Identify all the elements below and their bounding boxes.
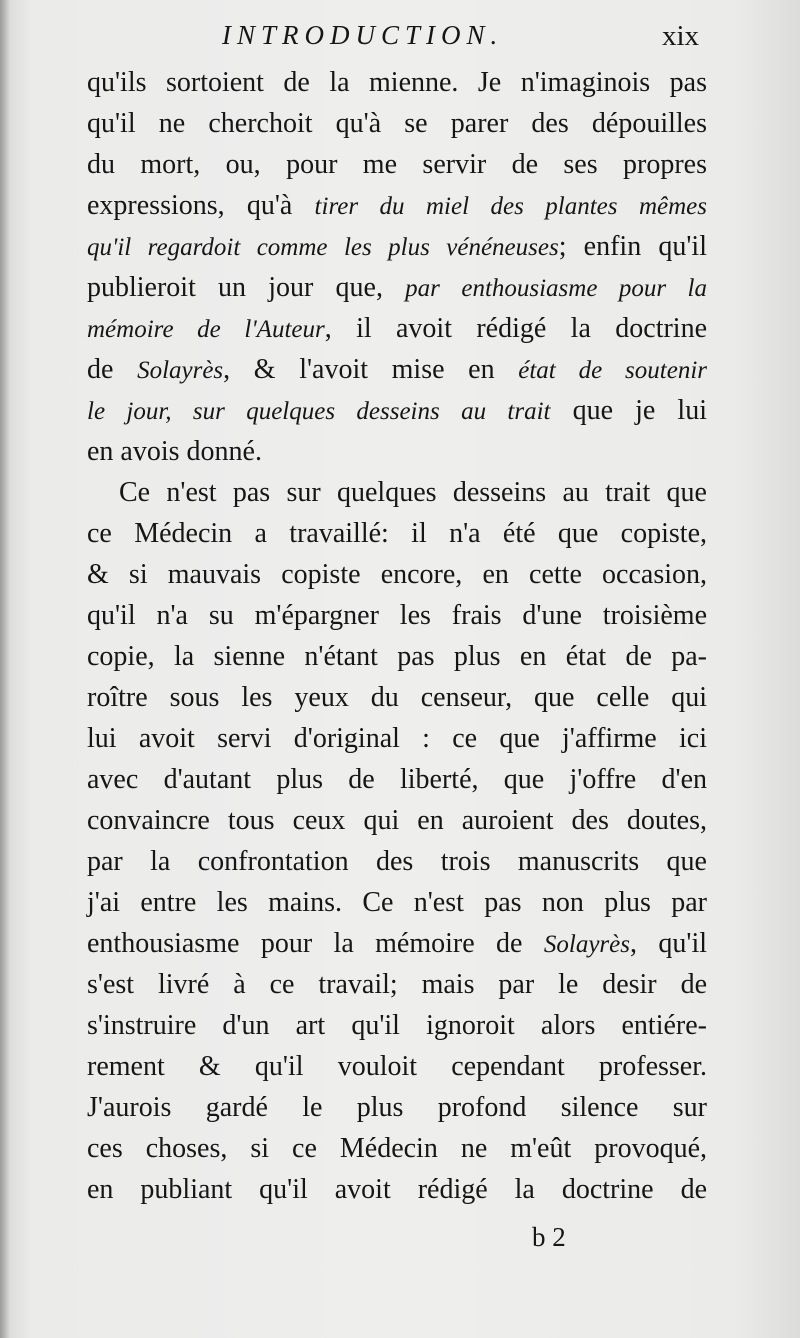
text-line <box>87 349 707 390</box>
text-run: rement & qu'il vouloit cependant professer. <box>87 1051 707 1082</box>
text-line <box>87 1169 707 1210</box>
text-line <box>87 267 707 308</box>
text-line <box>87 185 707 226</box>
text-line <box>87 226 707 267</box>
text-line <box>87 1087 707 1128</box>
text-line <box>87 841 707 882</box>
text-run: enthousiasme pour la mémoire de <box>87 928 544 959</box>
text-run: , qu'il <box>630 928 708 959</box>
text-run: j'ai entre les mains. Ce n'est pas non plus par <box>87 887 707 918</box>
text-line <box>87 472 707 513</box>
text-line <box>87 718 707 759</box>
text-run: de <box>87 354 138 385</box>
text-run: ces choses, si ce Médecin ne m'eût provoqué, <box>87 1133 707 1164</box>
text-line <box>87 62 707 103</box>
text-run: convaincre tous ceux qui en auroient des doutes, <box>87 805 707 836</box>
text-line <box>87 595 707 636</box>
text-line <box>87 800 707 841</box>
text-run: roître sous les yeux du censeur, que celle qui <box>87 682 707 713</box>
italic-text: tirer du miel des plantes mêmes <box>314 193 707 220</box>
body-text <box>87 62 707 1210</box>
text-line <box>87 513 707 554</box>
italic-text: état de soutenir <box>518 357 708 384</box>
italic-text: par enthousiasme pour la <box>405 275 707 302</box>
text-line <box>87 964 707 1005</box>
page-header <box>0 20 800 56</box>
text-run: expressions, qu'à <box>87 190 315 221</box>
italic-text: qu'il regardoit comme les plus vénéneuses <box>87 234 559 261</box>
text-run: en publiant qu'il avoit rédigé la doctrine de <box>87 1174 707 1205</box>
text-line <box>87 1005 707 1046</box>
text-run: ce Médecin a travaillé: il n'a été que copiste, <box>87 518 707 549</box>
signature-mark: b 2 <box>532 1222 566 1252</box>
text-run: Ce n'est pas sur quelques desseins au trait que <box>119 477 707 508</box>
text-line <box>87 1128 707 1169</box>
paragraph <box>87 62 707 472</box>
text-line <box>87 144 707 185</box>
text-line <box>87 431 707 472</box>
text-run: copie, la sienne n'étant pas plus en état de pa- <box>87 641 707 672</box>
text-run: qu'il ne cherchoit qu'à se parer des dépouilles <box>87 108 707 139</box>
text-line <box>87 923 707 964</box>
italic-text: le jour, sur quelques desseins au trait <box>87 398 551 425</box>
text-line <box>87 390 707 431</box>
text-run: lui avoit servi d'original : ce que j'affirme ici <box>87 723 707 754</box>
running-head: INTRODUCTION. <box>222 20 504 50</box>
text-line <box>87 677 707 718</box>
text-line <box>87 554 707 595</box>
text-run: avec d'autant plus de liberté, que j'offre d'en <box>87 764 707 795</box>
text-run: publieroit un jour que, <box>87 272 406 303</box>
text-run: s'instruire d'un art qu'il ignoroit alors entiére- <box>87 1010 707 1041</box>
text-run: du mort, ou, pour me servir de ses propres <box>87 149 707 180</box>
paragraph <box>87 472 707 1210</box>
text-line <box>87 103 707 144</box>
text-line <box>87 308 707 349</box>
text-run: , il avoit rédigé la doctrine <box>324 313 707 344</box>
italic-text: Solayrès <box>543 931 630 958</box>
text-line <box>87 759 707 800</box>
text-run: ; enfin qu'il <box>558 231 707 262</box>
text-run: J'aurois gardé le plus profond silence sur <box>87 1092 707 1123</box>
page-gutter-shadow <box>0 0 10 1338</box>
text-run: s'est livré à ce travail; mais par le desir de <box>87 969 707 1000</box>
text-line <box>87 636 707 677</box>
italic-text: mémoire de l'Auteur <box>87 316 325 343</box>
text-run: que je lui <box>550 395 707 426</box>
text-run: par la confrontation des trois manuscrits que <box>87 846 707 877</box>
text-run: qu'il n'a su m'épargner les frais d'une troisième <box>87 600 707 631</box>
text-line <box>87 882 707 923</box>
text-run: & si mauvais copiste encore, en cette occasion, <box>87 559 707 590</box>
italic-text: Solayrès <box>137 357 224 384</box>
text-run: qu'ils sortoient de la mienne. Je n'imaginois pas <box>87 67 707 98</box>
text-line <box>87 1046 707 1087</box>
page-number: xix <box>662 20 700 52</box>
text-run: , & l'avoit mise en <box>223 354 519 385</box>
text-run: en avois donné. <box>87 436 262 467</box>
